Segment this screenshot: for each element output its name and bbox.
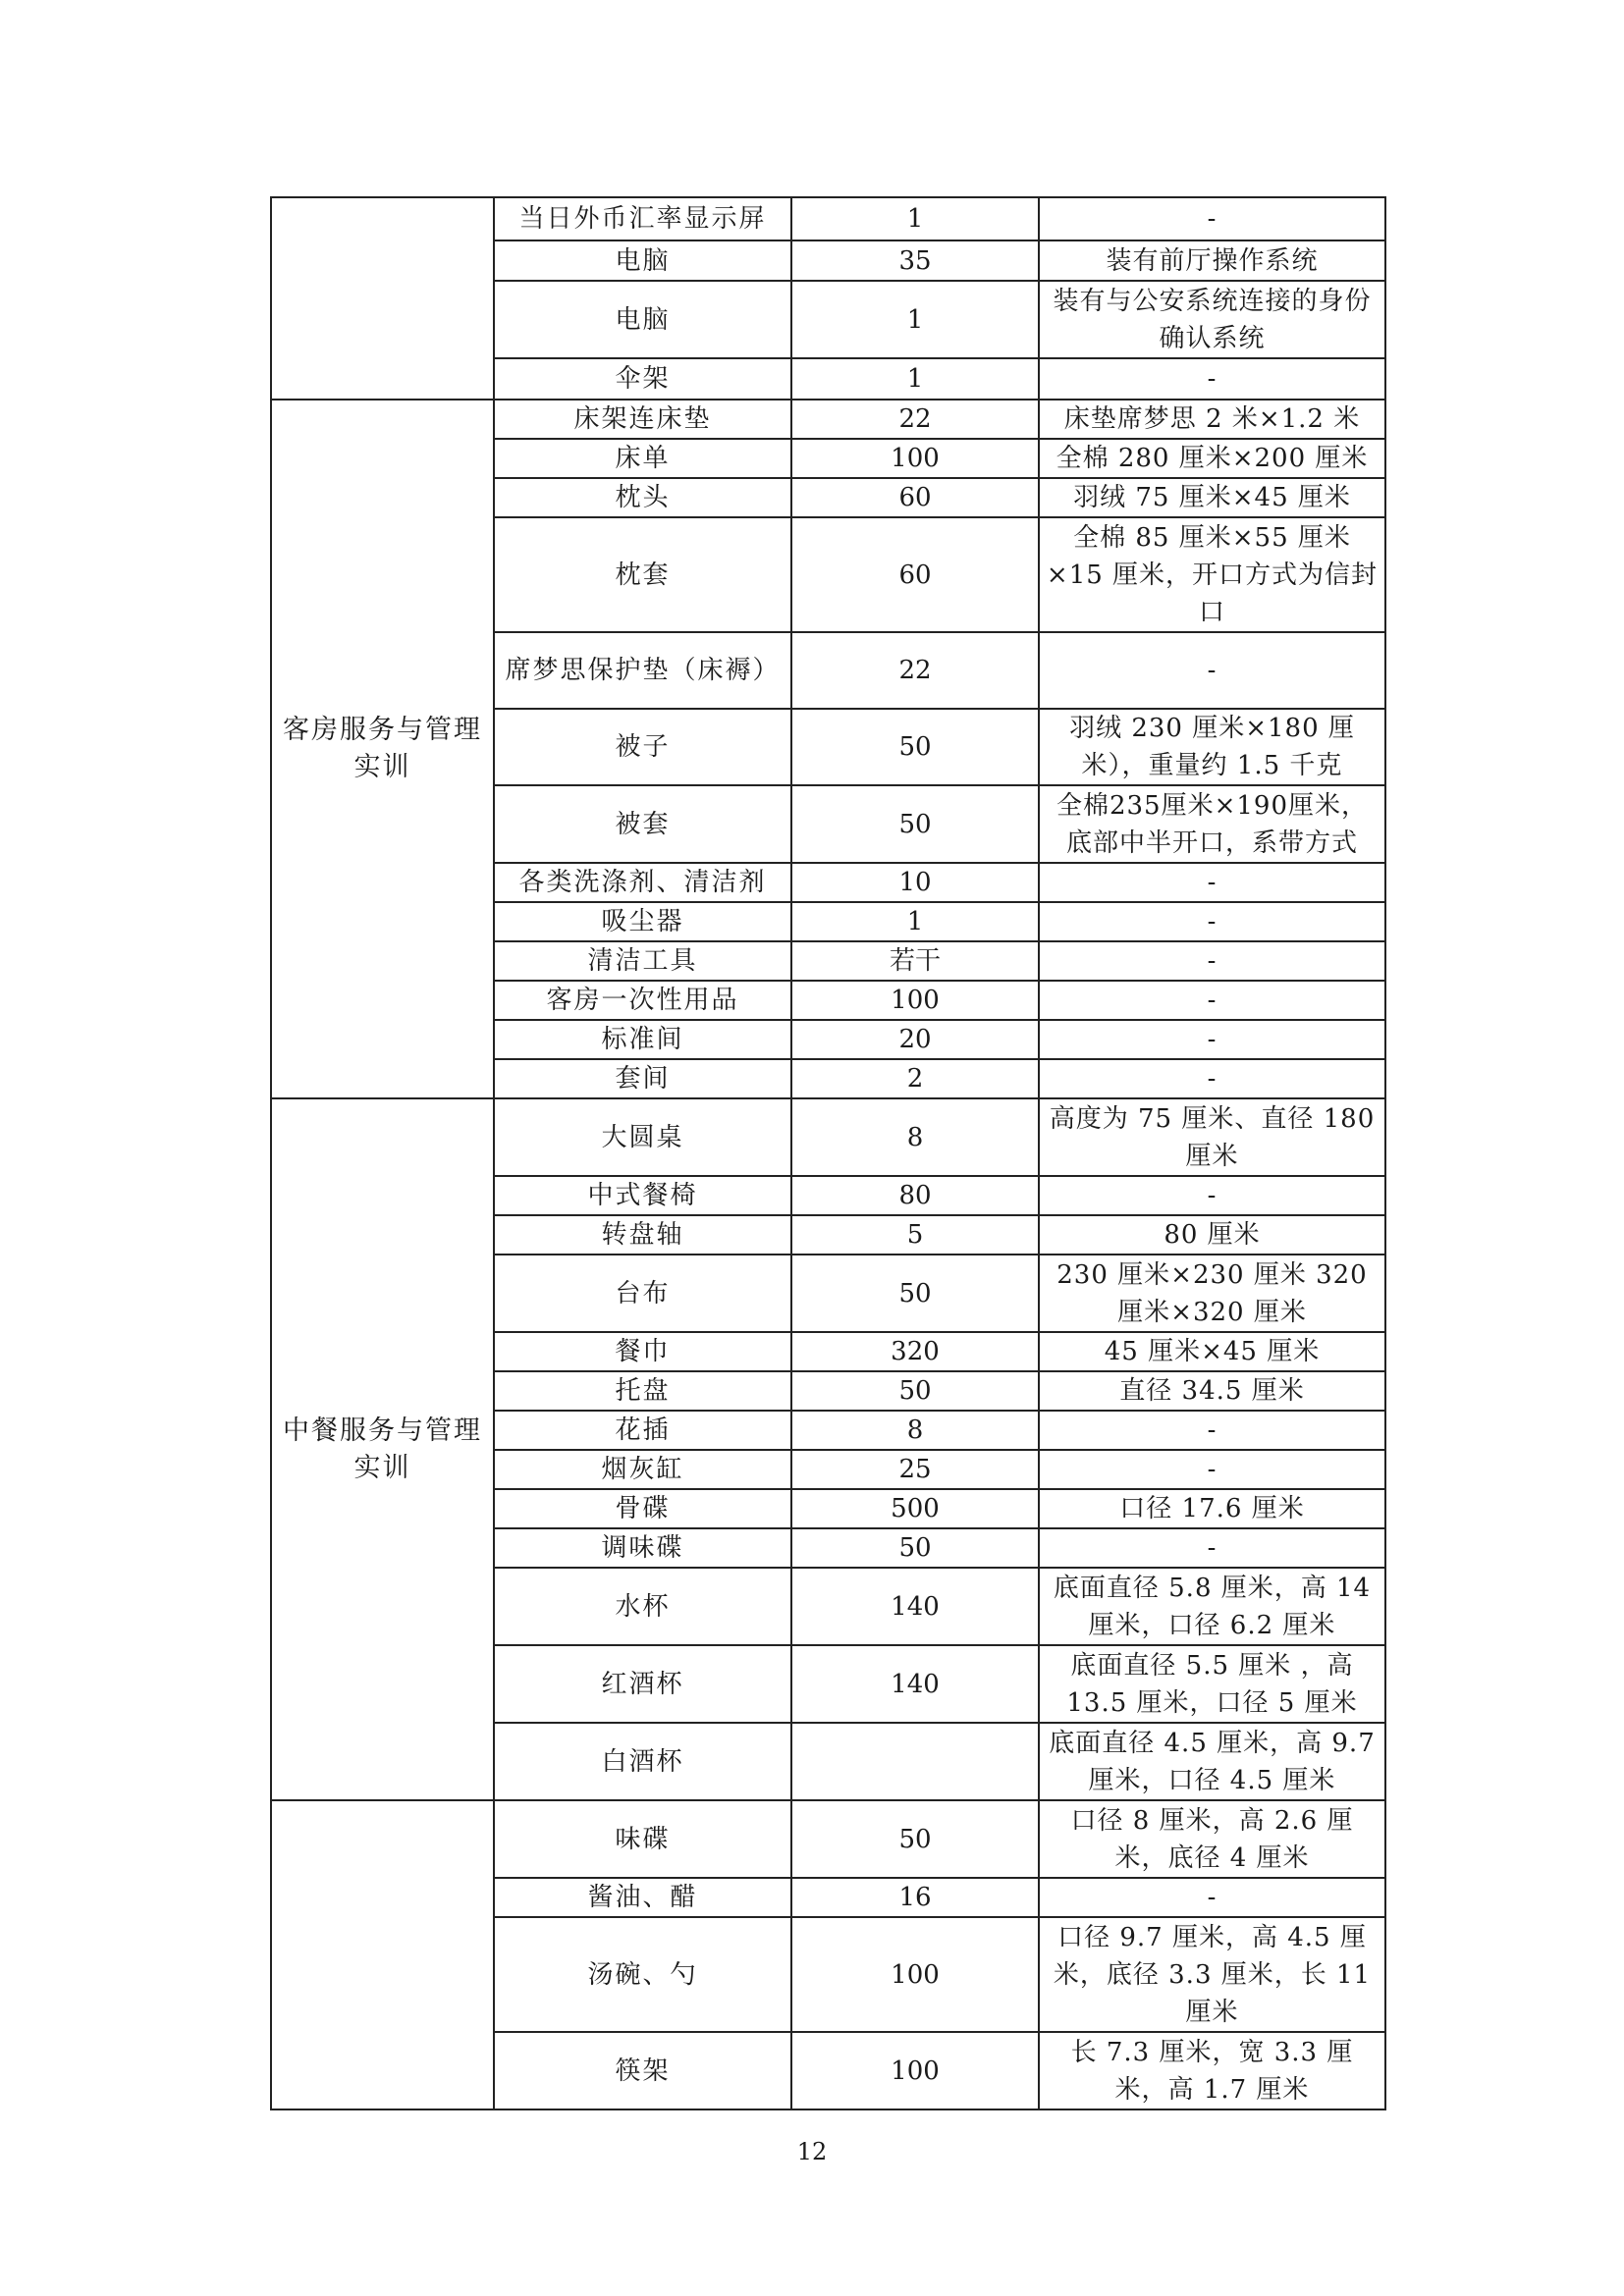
item-spec-cell: 床垫席梦思 2 米×1.2 米 [1039,400,1385,439]
item-quantity-cell: 10 [791,863,1039,902]
item-name-cell: 被子 [494,709,791,785]
item-spec-cell: 口径 8 厘米，高 2.6 厘米，底径 4 厘米 [1039,1800,1385,1878]
item-quantity-cell: 2 [791,1059,1039,1098]
item-spec-cell: 装有与公安系统连接的身份确认系统 [1039,281,1385,358]
item-quantity-cell: 60 [791,478,1039,517]
item-quantity-cell: 60 [791,517,1039,632]
item-quantity-cell: 50 [791,709,1039,785]
item-quantity-cell: 22 [791,632,1039,709]
item-spec-cell: 口径 17.6 厘米 [1039,1489,1385,1528]
item-name-cell: 转盘轴 [494,1215,791,1255]
item-name-cell: 水杯 [494,1568,791,1645]
item-name-cell: 味碟 [494,1800,791,1878]
item-quantity-cell: 100 [791,981,1039,1020]
item-quantity-cell: 16 [791,1878,1039,1917]
item-name-cell: 清洁工具 [494,941,791,981]
item-spec-cell: 长 7.3 厘米，宽 3.3 厘米，高 1.7 厘米 [1039,2032,1385,2109]
table-row [271,1800,1385,1878]
item-name-cell: 烟灰缸 [494,1450,791,1489]
item-quantity-cell: 140 [791,1568,1039,1645]
item-spec-cell: - [1039,1059,1385,1098]
page-number: 12 [796,2138,828,2165]
item-quantity-cell: 35 [791,240,1039,281]
item-quantity-cell: 20 [791,1020,1039,1059]
category-cell [271,1800,494,2109]
item-quantity-cell: 50 [791,785,1039,863]
item-spec-cell: 45 厘米×45 厘米 [1039,1332,1385,1371]
item-spec-cell: - [1039,1528,1385,1568]
item-name-cell: 白酒杯 [494,1723,791,1800]
item-quantity-cell: 8 [791,1098,1039,1176]
item-spec-cell: - [1039,1020,1385,1059]
item-spec-cell: - [1039,902,1385,941]
item-spec-cell: - [1039,1878,1385,1917]
item-name-cell: 电脑 [494,281,791,358]
item-spec-cell: - [1039,863,1385,902]
item-quantity-cell: 500 [791,1489,1039,1528]
item-name-cell: 客房一次性用品 [494,981,791,1020]
item-spec-cell: 全棉 85 厘米×55 厘米×15 厘米，开口方式为信封口 [1039,517,1385,632]
equipment-table-body [271,197,1385,2109]
category-cell: 客房服务与管理实训 [271,400,494,1098]
item-name-cell: 席梦思保护垫（床褥） [494,632,791,709]
item-spec-cell: 底面直径 5.5 厘米 ，高 13.5 厘米，口径 5 厘米 [1039,1645,1385,1723]
item-name-cell: 各类洗涤剂、清洁剂 [494,863,791,902]
item-quantity-cell: 100 [791,2032,1039,2109]
item-spec-cell: 羽绒 230 厘米×180 厘米），重量约 1.5 千克 [1039,709,1385,785]
table-row [271,400,1385,439]
equipment-table [270,196,1386,2110]
item-quantity-cell: 22 [791,400,1039,439]
item-name-cell: 汤碗、勺 [494,1917,791,2032]
item-spec-cell: 羽绒 75 厘米×45 厘米 [1039,478,1385,517]
item-name-cell: 花插 [494,1411,791,1450]
item-spec-cell: 全棉235厘米×190厘米，底部中半开口，系带方式 [1039,785,1385,863]
item-quantity-cell: 1 [791,902,1039,941]
item-spec-cell: - [1039,1176,1385,1215]
item-name-cell: 中式餐椅 [494,1176,791,1215]
item-spec-cell: - [1039,632,1385,709]
item-spec-cell: 全棉 280 厘米×200 厘米 [1039,439,1385,478]
table-row [271,1098,1385,1176]
item-spec-cell: 底面直径 4.5 厘米，高 9.7 厘米，口径 4.5 厘米 [1039,1723,1385,1800]
item-name-cell: 电脑 [494,240,791,281]
item-quantity-cell: 25 [791,1450,1039,1489]
item-name-cell: 调味碟 [494,1528,791,1568]
category-cell: 中餐服务与管理实训 [271,1098,494,1800]
item-spec-cell: 230 厘米×230 厘米 320 厘米×320 厘米 [1039,1255,1385,1332]
item-name-cell: 筷架 [494,2032,791,2109]
item-spec-cell: 底面直径 5.8 厘米，高 14 厘米，口径 6.2 厘米 [1039,1568,1385,1645]
item-name-cell: 当日外币汇率显示屏 [494,197,791,240]
item-quantity-cell: 50 [791,1255,1039,1332]
item-name-cell: 托盘 [494,1371,791,1411]
item-name-cell: 枕头 [494,478,791,517]
item-spec-cell: - [1039,1450,1385,1489]
item-name-cell: 床架连床垫 [494,400,791,439]
item-spec-cell: 直径 34.5 厘米 [1039,1371,1385,1411]
item-quantity-cell: 80 [791,1176,1039,1215]
item-name-cell: 标准间 [494,1020,791,1059]
item-name-cell: 酱油、醋 [494,1878,791,1917]
item-name-cell: 骨碟 [494,1489,791,1528]
item-spec-cell: 装有前厅操作系统 [1039,240,1385,281]
category-cell [271,197,494,400]
item-name-cell: 台布 [494,1255,791,1332]
item-quantity-cell [791,1723,1039,1800]
item-quantity-cell: 5 [791,1215,1039,1255]
item-quantity-cell: 140 [791,1645,1039,1723]
item-name-cell: 床单 [494,439,791,478]
item-name-cell: 红酒杯 [494,1645,791,1723]
item-quantity-cell: 100 [791,1917,1039,2032]
item-name-cell: 吸尘器 [494,902,791,941]
item-name-cell: 套间 [494,1059,791,1098]
item-spec-cell: - [1039,197,1385,240]
item-spec-cell: 80 厘米 [1039,1215,1385,1255]
item-quantity-cell: 50 [791,1371,1039,1411]
table-row [271,197,1385,240]
item-name-cell: 餐巾 [494,1332,791,1371]
item-quantity-cell: 50 [791,1528,1039,1568]
item-name-cell: 被套 [494,785,791,863]
item-quantity-cell: 100 [791,439,1039,478]
item-spec-cell: - [1039,1411,1385,1450]
item-spec-cell: - [1039,981,1385,1020]
item-quantity-cell: 1 [791,358,1039,400]
item-quantity-cell: 8 [791,1411,1039,1450]
item-spec-cell: - [1039,358,1385,400]
item-name-cell: 伞架 [494,358,791,400]
item-quantity-cell: 若干 [791,941,1039,981]
item-quantity-cell: 320 [791,1332,1039,1371]
item-quantity-cell: 1 [791,197,1039,240]
item-quantity-cell: 1 [791,281,1039,358]
item-spec-cell: 口径 9.7 厘米，高 4.5 厘米，底径 3.3 厘米，长 11 厘米 [1039,1917,1385,2032]
item-quantity-cell: 50 [791,1800,1039,1878]
item-name-cell: 枕套 [494,517,791,632]
item-name-cell: 大圆桌 [494,1098,791,1176]
item-spec-cell: - [1039,941,1385,981]
item-spec-cell: 高度为 75 厘米、直径 180 厘米 [1039,1098,1385,1176]
